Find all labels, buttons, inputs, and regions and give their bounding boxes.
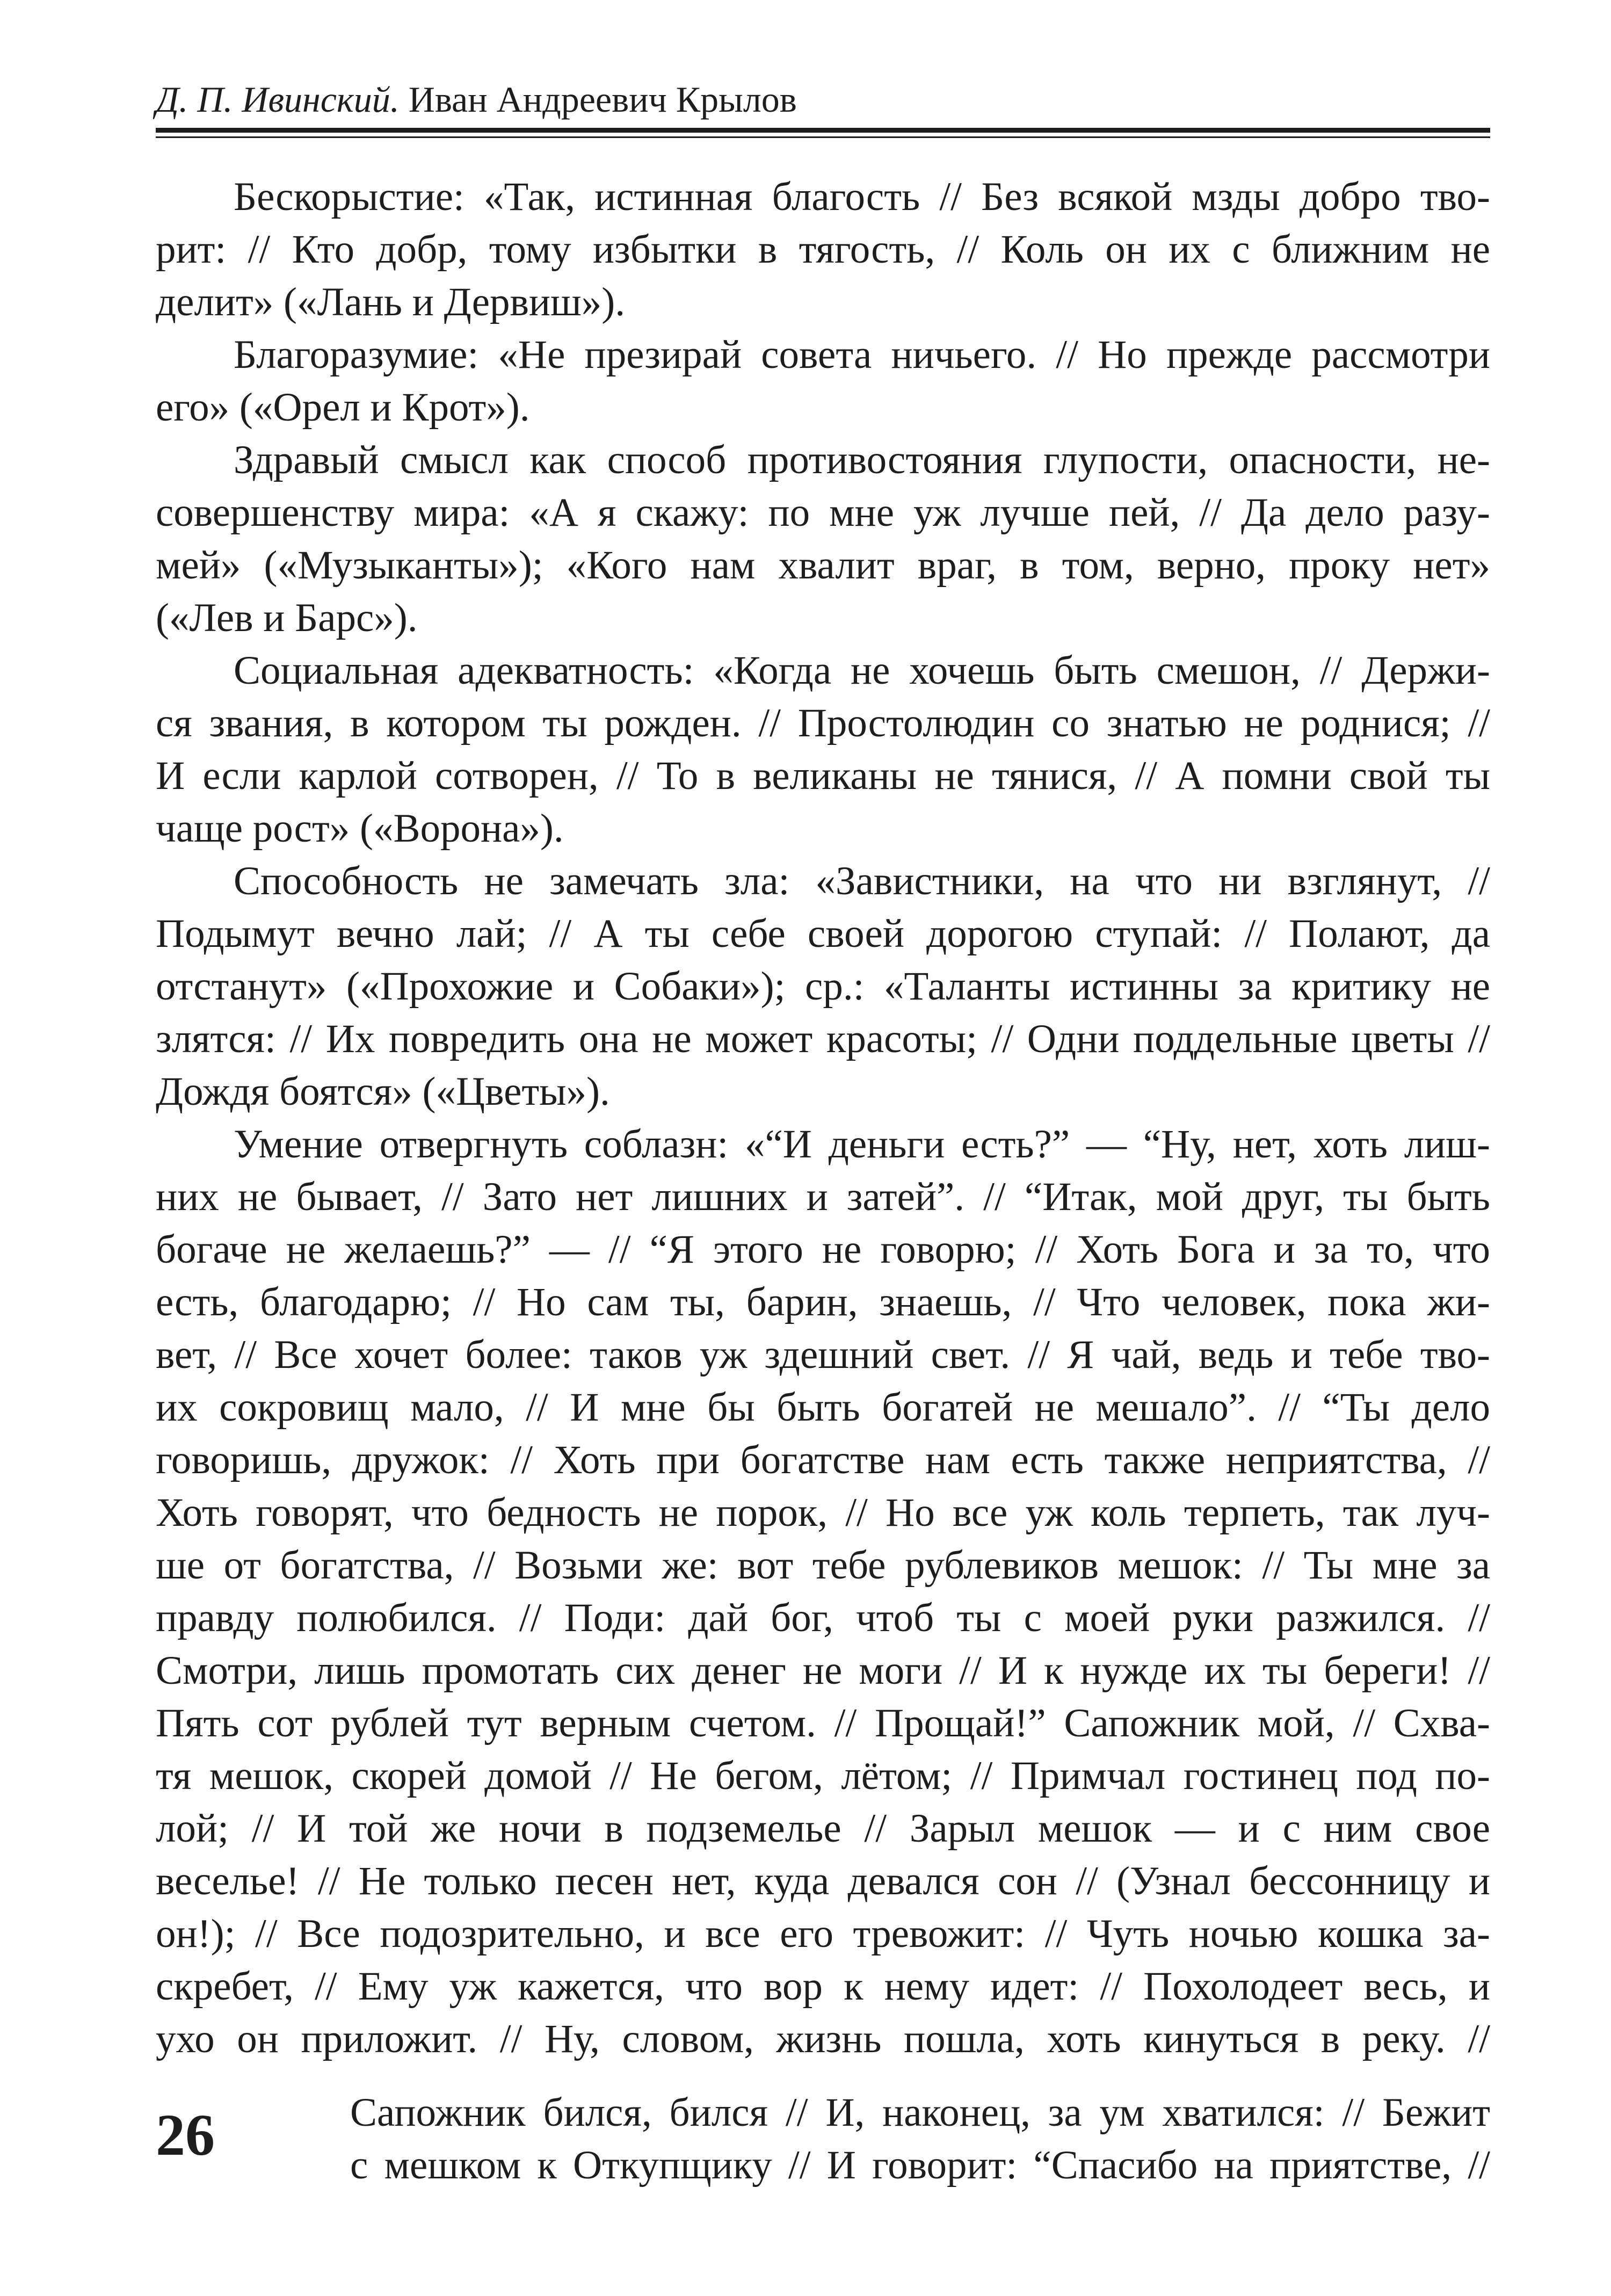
text-line: их сокровищ мало, // И мне бы быть богатей не мешало”. // “Ты дело (156, 1385, 1490, 1430)
text-line: он!); // Все подозрительно, и все его тревожит: // Чуть ночью кошка за- (156, 1911, 1490, 1956)
text-line: совершенству мира: «А я скажу: по мне уж лучше пей, // Да дело разу- (156, 490, 1490, 535)
text-line: («Лев и Барс»). (156, 596, 418, 640)
text-line: злятся: // Их повредить она не может красоты; // Одни поддельные цветы // (156, 1017, 1490, 1061)
text-line: говоришь, дружок: // Хоть при богатстве нам есть также неприятства, // (156, 1438, 1490, 1482)
text-line: делит» («Лань и Дервиш»). (156, 280, 626, 324)
header-rule-thick (156, 128, 1490, 133)
text-line: чаще рост» («Ворона»). (156, 806, 564, 851)
text-line: Дождя боятся» («Цветы»). (156, 1069, 610, 1114)
text-line: ся звания, в котором ты рожден. // Простолюдин со знатью не роднися; // (156, 701, 1490, 745)
text-line: скребет, // Ему уж кажется, что вор к нему идет: // Похолодеет весь, и (156, 1964, 1490, 2009)
text-line: них не бывает, // Зато нет лишних и затей”. // “Итак, мой друг, ты быть (156, 1175, 1490, 1219)
text-line: Бескорыстие: «Так, истинная благость // Без всякой мзды добро тво- (234, 175, 1490, 219)
body-text (156, 171, 1490, 2066)
text-line: с мешком к Откупщику // И говорит: “Спасибо на приятстве, // (350, 2143, 1490, 2188)
text-line: Сапожник бился, бился // И, наконец, за ум хватился: // Бежит (350, 2090, 1490, 2135)
text-line: вет, // Все хочет более: таков уж здешний свет. // Я чай, ведь и тебе тво- (156, 1332, 1490, 1377)
text-line: веселье! // Не только песен нет, куда девался сон // (Узнал бессонницу и (156, 1859, 1490, 1903)
header-rule-thin (156, 136, 1490, 138)
text-line: Социальная адекватность: «Когда не хочешь быть смешон, // Держи- (234, 648, 1490, 693)
header-text (156, 75, 797, 124)
text-line: правду полюбился. // Поди: дай бог, чтоб ты с моей руки разжился. // (156, 1596, 1490, 1640)
text-line: отстанут» («Прохожие и Собаки»); ср.: «Таланты истинны за критику не (156, 964, 1490, 1009)
running-header (156, 75, 1490, 145)
text-line: тя мешок, скорей домой // Не бегом, лётом; // Примчал гостинец под по- (156, 1754, 1490, 1798)
header-title: Иван Андреевич Крылов (408, 79, 797, 120)
header-author: Д. П. Ивинский. (156, 79, 400, 120)
text-line: Способность не замечать зла: «Завистники, на что ни взглянут, // (234, 859, 1490, 903)
text-line: И если карлой сотворен, // То в великаны не тянися, // А помни свой ты (156, 754, 1490, 798)
text-line: Благоразумие: «Не презирай совета ничьего. // Но прежде рассмотри (234, 332, 1490, 377)
text-line: есть, благодарю; // Но сам ты, барин, знаешь, // Что человек, пока жи- (156, 1280, 1490, 1324)
text-line: Здравый смысл как способ противостояния глупости, опасности, не- (234, 438, 1490, 482)
text-line: ше от богатства, // Возьми же: вот тебе рублевиков мешок: // Ты мне за (156, 1543, 1490, 1588)
text-line: мей» («Музыканты»); «Кого нам хвалит враг, в том, верно, проку нет» (156, 543, 1490, 588)
text-line: богаче не желаешь?” — // “Я этого не говорю; // Хоть Бога и за то, что (156, 1227, 1490, 1272)
text-line: Смотри, лишь промотать сих денег не моги // И к нужде их ты береги! // (156, 1648, 1490, 1693)
text-line: Подымут вечно лай; // А ты себе своей дорогою ступай: // Полают, да (156, 911, 1490, 956)
text-line: рит: // Кто добр, тому избытки в тягость, // Коль он их с ближним не (156, 227, 1490, 272)
text-line: Умение отвергнуть соблазн: «“И деньги есть?” — “Ну, нет, хоть лиш- (234, 1122, 1490, 1167)
text-line: Хоть говорят, что бедность не порок, // Но все уж коль терпеть, так луч- (156, 1490, 1490, 1535)
bottom-text-block (350, 2087, 1490, 2192)
page-number: 26 (156, 2102, 215, 2168)
text-line: его» («Орел и Крот»). (156, 385, 530, 430)
text-line: Пять сот рублей тут верным счетом. // Прощай!” Сапожник мой, // Схва- (156, 1701, 1490, 1745)
text-line: лой; // И той же ночи в подземелье // Зарыл мешок — и с ним свое (156, 1806, 1490, 1851)
text-line: ухо он приложит. // Ну, словом, жизнь пошла, хоть кинуться в реку. // (156, 2017, 1490, 2061)
